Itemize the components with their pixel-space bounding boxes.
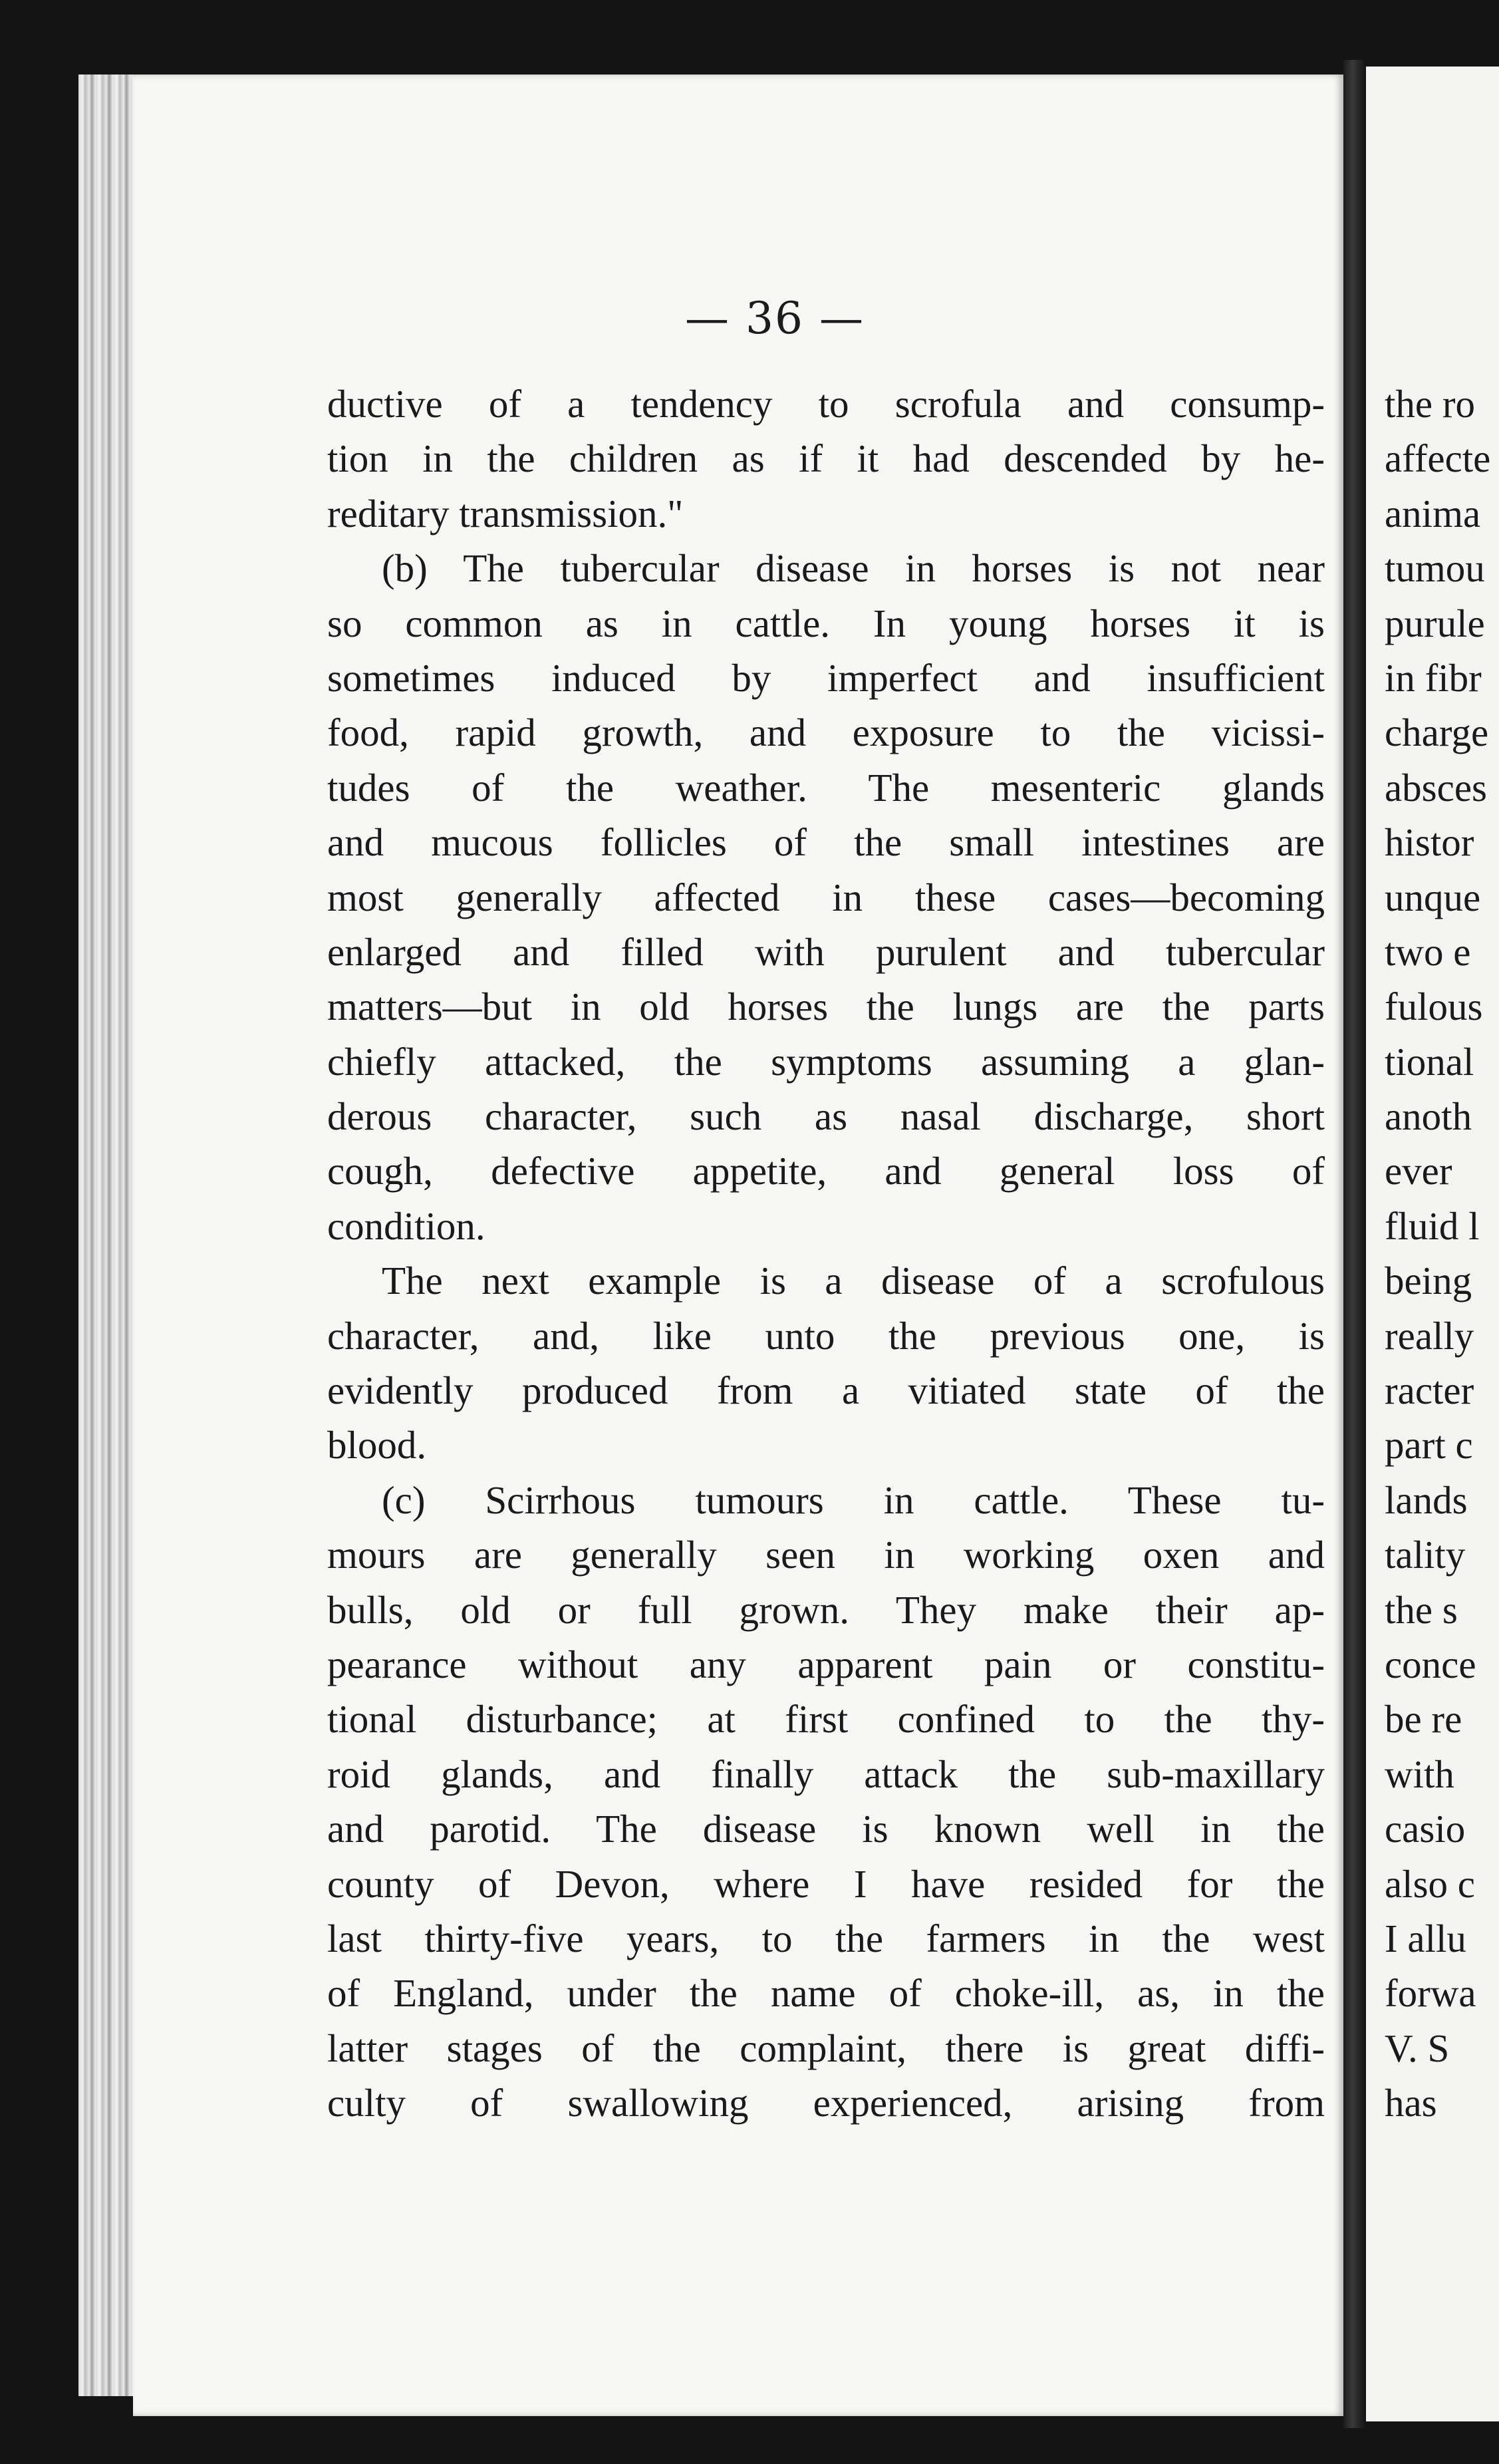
right-page-text-fragment [1385, 377, 1499, 2131]
text-line: county of Devon, where I have resided for the [327, 1861, 1325, 1906]
right-page-line: ever [1385, 1149, 1452, 1193]
text-line: chiefly attacked, the symptoms assuming a glan- [327, 1039, 1325, 1084]
text-line: roid glands, and finally attack the sub-maxillary [327, 1752, 1325, 1796]
right-page-line: anoth [1385, 1094, 1472, 1139]
right-page-line: tality [1385, 1533, 1466, 1577]
text-line: latter stages of the complaint, there is great diffi- [327, 2026, 1325, 2070]
right-page-line: forwa [1385, 1971, 1476, 2016]
left-page-text [327, 377, 1325, 2131]
text-line: tudes of the weather. The mesenteric glands [327, 765, 1325, 810]
text-line: matters—but in old horses the lungs are the parts [327, 985, 1325, 1029]
right-page-line: the ro [1385, 382, 1475, 426]
right-page-line: the s [1385, 1587, 1458, 1632]
right-page-line: also c [1385, 1861, 1475, 1906]
right-page-line: be re [1385, 1697, 1462, 1742]
right-page-line: with [1385, 1752, 1454, 1796]
text-line: tional disturbance; at first confined to the thy- [327, 1697, 1325, 1742]
right-page-line: affecte [1385, 436, 1491, 481]
right-page-line: really [1385, 1313, 1474, 1358]
right-page-line: histor [1385, 820, 1474, 865]
text-line: enlarged and filled with purulent and tubercular [327, 929, 1325, 974]
right-page-line: in fibr [1385, 655, 1482, 700]
right-page-line: absces [1385, 765, 1487, 810]
text-line: ductive of a tendency to scrofula and consump- [327, 382, 1325, 426]
text-line: derous character, such as nasal discharge, short [327, 1094, 1325, 1139]
right-page-line: lands [1385, 1477, 1468, 1522]
text-line: evidently produced from a vitiated state of the [327, 1368, 1325, 1413]
text-line: cough, defective appetite, and general loss of [327, 1149, 1325, 1193]
text-line: and parotid. The disease is known well in the [327, 1807, 1325, 1851]
right-page-line: unque [1385, 875, 1481, 919]
text-line: mours are generally seen in working oxen and [327, 1533, 1325, 1577]
text-line: bulls, old or full grown. They make their ap- [327, 1587, 1325, 1632]
right-page-line: being [1385, 1259, 1472, 1303]
text-line: most generally affected in these cases—becoming [327, 875, 1325, 919]
page-number: — 36 — [685, 293, 865, 344]
page-gutter [1343, 60, 1366, 2428]
text-line: tion in the children as if it had descended by he- [327, 436, 1325, 481]
text-line: reditary transmission." [327, 491, 684, 536]
right-page-line: part c [1385, 1423, 1473, 1467]
paragraph-start-line: (b) The tubercular disease in horses is not near [382, 546, 1325, 591]
right-page-line: tumou [1385, 546, 1485, 591]
text-line: of England, under the name of choke-ill, as, in the [327, 1971, 1325, 2016]
text-line: and mucous follicles of the small intestines are [327, 820, 1325, 865]
paragraph-start-line: The next example is a disease of a scrofulous [382, 1259, 1325, 1303]
text-line: so common as in cattle. In young horses it is [327, 601, 1325, 645]
right-page-line: has [1385, 2081, 1437, 2125]
text-line: pearance without any apparent pain or constitu- [327, 1642, 1325, 1686]
right-page-line: casio [1385, 1807, 1466, 1851]
right-page-line: purule [1385, 601, 1485, 645]
right-page-line: charge [1385, 710, 1489, 755]
text-line: sometimes induced by imperfect and insufficient [327, 655, 1325, 700]
text-line: character, and, like unto the previous one, is [327, 1313, 1325, 1358]
text-line: food, rapid growth, and exposure to the vicissi- [327, 710, 1325, 755]
right-page-line: fulous [1385, 985, 1483, 1029]
text-line: last thirty-five years, to the farmers in the west [327, 1916, 1325, 1960]
text-line: blood. [327, 1423, 427, 1467]
right-page-line: racter [1385, 1368, 1474, 1413]
right-page-line: tional [1385, 1039, 1474, 1084]
right-page-line: two e [1385, 929, 1471, 974]
right-page-line: conce [1385, 1642, 1476, 1686]
right-page-line: V. S [1385, 2026, 1450, 2070]
book-spine-edge [78, 75, 140, 2396]
text-line: condition. [327, 1203, 485, 1248]
paragraph-start-line: (c) Scirrhous tumours in cattle. These tu- [382, 1477, 1325, 1522]
text-line: culty of swallowing experienced, arising from [327, 2081, 1325, 2125]
right-page-line: anima [1385, 491, 1481, 536]
right-page-line: I allu [1385, 1916, 1466, 1960]
right-page-line: fluid l [1385, 1203, 1480, 1248]
